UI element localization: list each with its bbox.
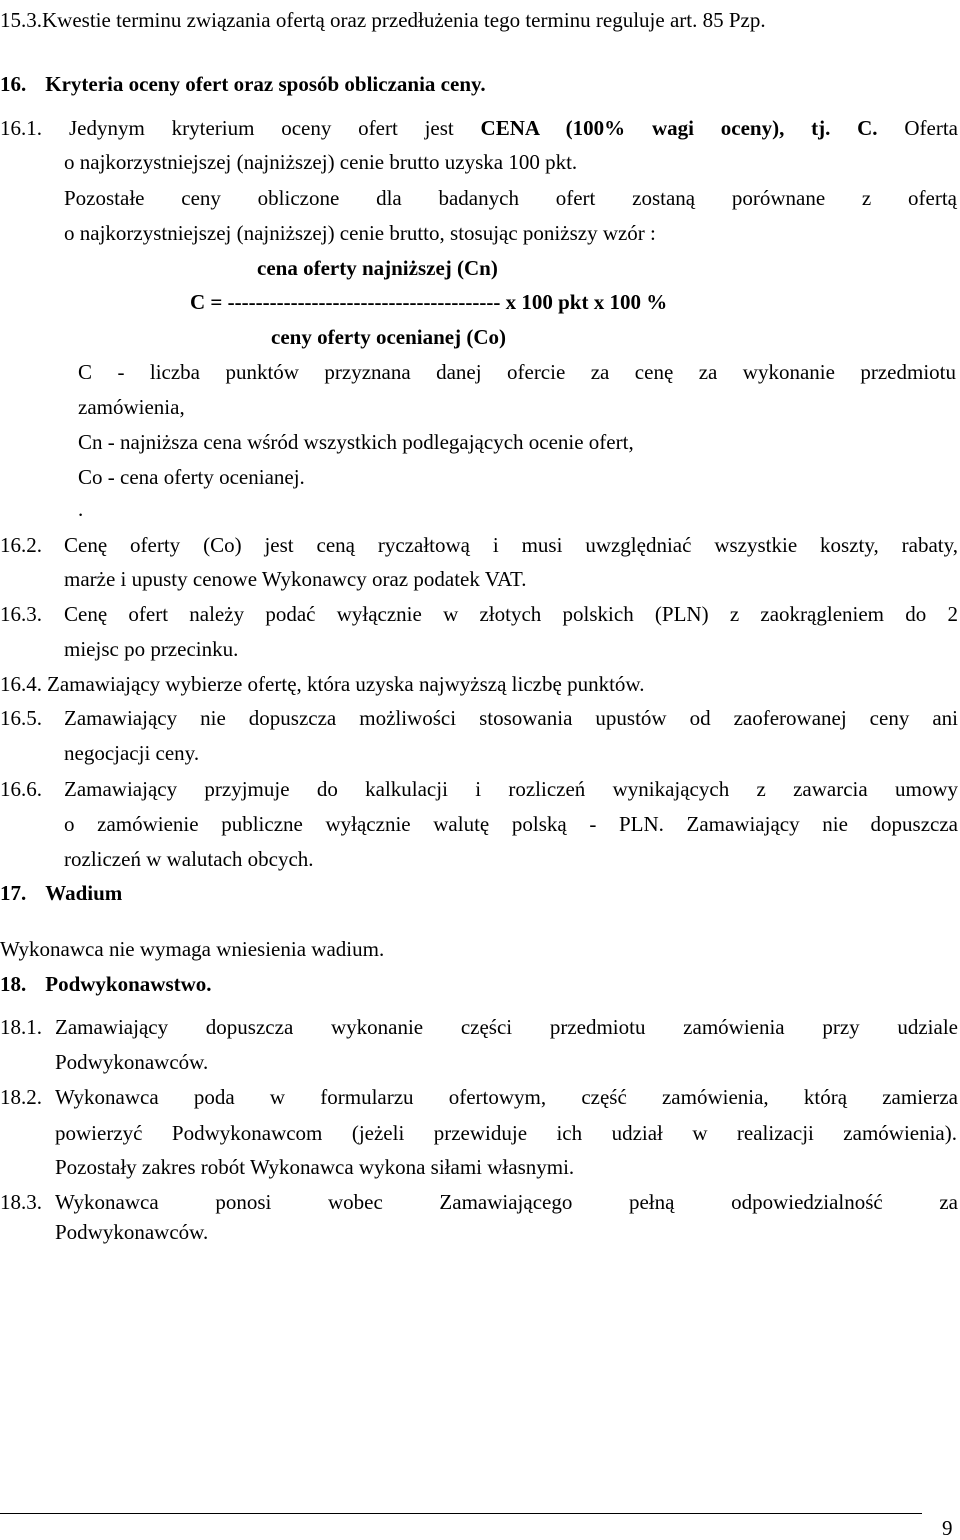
stray-dot: . xyxy=(78,497,84,521)
formula-numerator: cena oferty najniższej (Cn) xyxy=(257,256,498,280)
paragraph-18-3-line2: Podwykonawców. xyxy=(55,1220,209,1244)
paragraph-16-4-number: 16.4. xyxy=(0,672,42,696)
legend-co: Co - cena oferty ocenianej. xyxy=(78,465,305,489)
paragraph-16-1-line2: o najkorzystniejszej (najniższej) cenie brutto uzyska 100 pkt. xyxy=(64,150,578,174)
paragraph-16-5-number: 16.5. xyxy=(0,706,42,730)
footer-rule xyxy=(0,1513,922,1514)
paragraph-16-1-number: 16.1. xyxy=(0,116,42,140)
paragraph-16-3-text: Cenę ofert należy podać wyłącznie w złotych polskich (PLN) z zaokrągleniem do 2 xyxy=(64,602,958,626)
section-17-heading xyxy=(0,879,122,907)
paragraph-16-2-line2: marże i upusty cenowe Wykonawcy oraz podatek VAT. xyxy=(64,567,527,591)
section-16-title: Kryteria oceny ofert oraz sposób obliczania ceny. xyxy=(45,72,486,96)
paragraph-16-6-text: Zamawiający przyjmuje do kalkulacji i rozliczeń wynikających z zawarcia umowy xyxy=(64,777,958,801)
legend-cn: Cn - najniższa cena wśród wszystkich podlegających ocenie ofert, xyxy=(78,430,634,454)
paragraph-16-1-text-c: Oferta xyxy=(877,116,958,140)
paragraph-18-2-line2: powierzyć Podwykonawcom (jeżeli przewiduje ich udział w realizacji zamówienia). xyxy=(55,1121,957,1145)
section-18-heading xyxy=(0,970,212,998)
paragraph-16-1-line1 xyxy=(0,114,958,142)
paragraph-16-2-number: 16.2. xyxy=(0,533,42,557)
paragraph-18-1-number: 18.1. xyxy=(0,1015,42,1039)
paragraph-16-1-line4: o najkorzystniejszej (najniższej) cenie brutto, stosując poniższy wzór : xyxy=(64,221,656,245)
paragraph-16-3-number: 16.3. xyxy=(0,602,42,626)
paragraph-16-3-line1 xyxy=(0,600,958,628)
paragraph-16-6-line3: rozliczeń w walutach obcych. xyxy=(64,847,314,871)
section-18-number: 18. xyxy=(0,972,27,996)
paragraph-18-3-line1 xyxy=(0,1188,958,1216)
section-16-heading xyxy=(0,70,486,98)
paragraph-15-3: 15.3.Kwestie terminu związania ofertą oraz przedłużenia tego terminu reguluje art. 85 Pzp. xyxy=(0,8,766,32)
section-17-number: 17. xyxy=(0,881,27,905)
page-number: 9 xyxy=(942,1516,953,1540)
section-18-title: Podwykonawstwo. xyxy=(45,972,212,996)
paragraph-18-2-line3: Pozostały zakres robót Wykonawca wykona siłami własnymi. xyxy=(55,1155,575,1179)
paragraph-18-2-number: 18.2. xyxy=(0,1085,42,1109)
paragraph-18-2-line1 xyxy=(0,1083,958,1111)
paragraph-16-6-number: 16.6. xyxy=(0,777,42,801)
paragraph-18-1-text: Zamawiający dopuszcza wykonanie części przedmiotu zamówienia przy udziale xyxy=(55,1015,958,1039)
section-16-number: 16. xyxy=(0,72,27,96)
paragraph-16-2-text: Cenę oferty (Co) jest ceną ryczałtową i musi uwzględniać wszystkie koszty, rabaty, xyxy=(64,533,958,557)
legend-c-line2: zamówienia, xyxy=(78,395,185,419)
paragraph-16-1-line3: Pozostałe ceny obliczone dla badanych ofert zostaną porównane z ofertą xyxy=(64,186,957,210)
paragraph-16-6-line1 xyxy=(0,775,958,803)
paragraph-16-4-text: Zamawiający wybierze ofertę, która uzyska najwyższą liczbę punktów. xyxy=(47,672,645,696)
paragraph-18-1-line2: Podwykonawców. xyxy=(55,1050,209,1074)
formula-denominator: ceny oferty ocenianej (Co) xyxy=(271,325,506,349)
section-17-title: Wadium xyxy=(45,881,123,905)
paragraph-18-1-line1 xyxy=(0,1013,958,1041)
formula-main: C = --------------------------------------- x 100 pkt x 100 % xyxy=(190,290,668,314)
paragraph-16-5-line1 xyxy=(0,704,958,732)
paragraph-16-6-line2: o zamówienie publiczne wyłącznie walutę polską - PLN. Zamawiający nie dopuszcza xyxy=(64,812,958,836)
paragraph-18-3-text: Wykonawca ponosi wobec Zamawiającego pełną odpowiedzialność za xyxy=(55,1190,958,1214)
section-17-text: Wykonawca nie wymaga wniesienia wadium. xyxy=(0,937,385,961)
paragraph-16-3-line2: miejsc po przecinku. xyxy=(64,637,239,661)
paragraph-16-1-text-bold: CENA (100% wagi oceny), tj. C. xyxy=(480,116,878,140)
paragraph-16-2-line1 xyxy=(0,531,958,559)
paragraph-16-4 xyxy=(0,670,644,698)
paragraph-16-1-text-a: Jedynym kryterium oceny ofert jest xyxy=(69,116,481,140)
paragraph-18-2-text: Wykonawca poda w formularzu ofertowym, część zamówienia, którą zamierza xyxy=(55,1085,958,1109)
paragraph-18-3-number: 18.3. xyxy=(0,1190,42,1214)
paragraph-16-5-text: Zamawiający nie dopuszcza możliwości stosowania upustów od zaoferowanej ceny ani xyxy=(64,706,958,730)
legend-c-line1: C - liczba punktów przyznana danej ofercie za cenę za wykonanie przedmiotu xyxy=(78,360,956,384)
paragraph-16-5-line2: negocjacji ceny. xyxy=(64,741,200,765)
